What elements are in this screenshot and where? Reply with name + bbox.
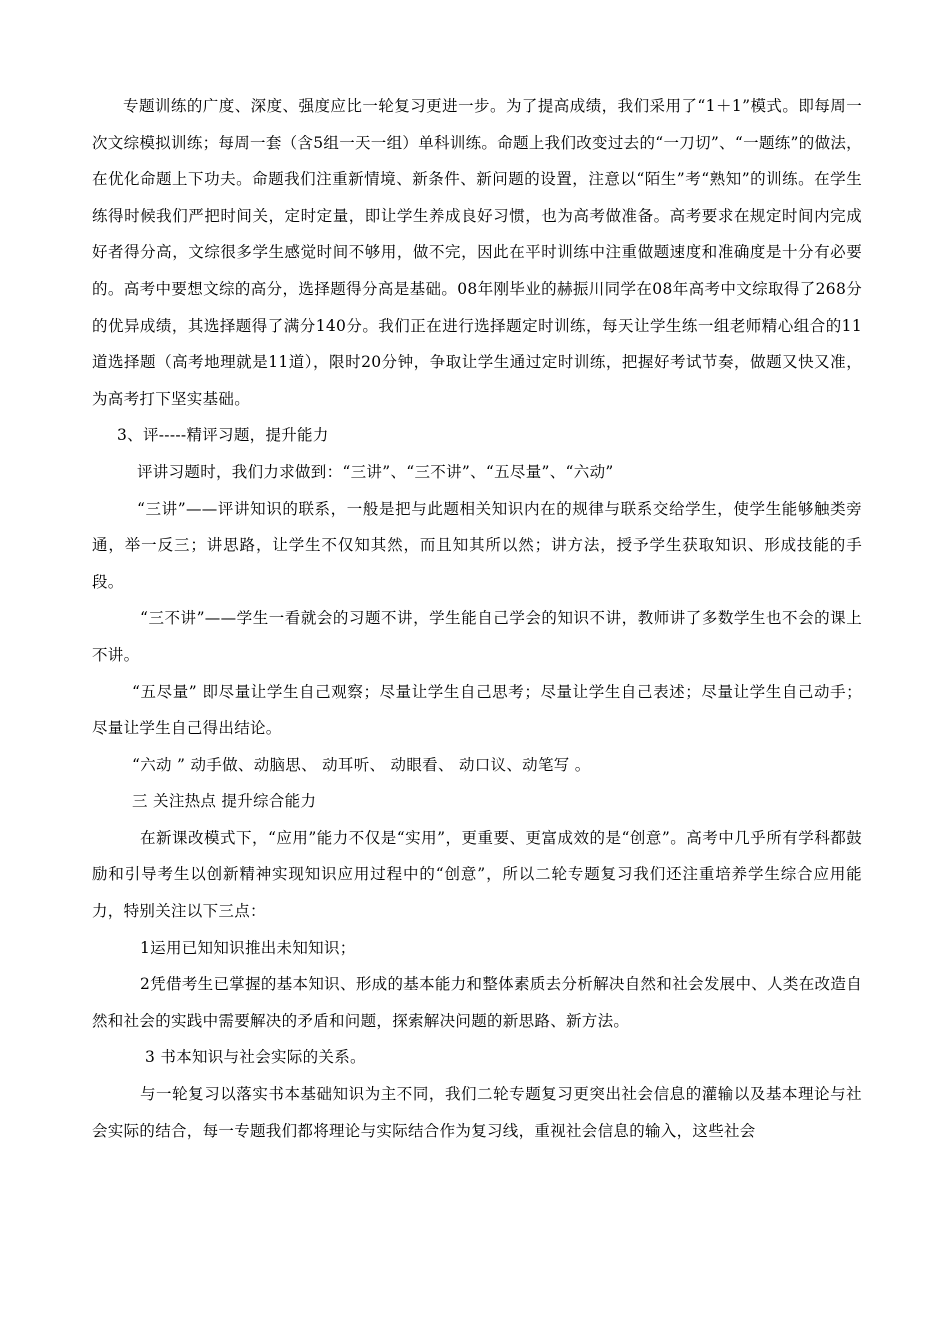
- paragraph-training-model: 专题训练的广度、深度、强度应比一轮复习更进一步。为了提高成绩，我们采用了“1＋1”模式。即每周一次文综模拟训练；每周一套（含5组一天一组）单科训练。命题上我们改变过去的“一刀切”、“一题练”的做法，在优化命题上下功夫。命题我们注重新情境、新条件、新问题的设置，注意以“陌生”考“熟知”的训练。在学生练得时候我们严把时间关，定时定量，即让学生养成良好习惯，也为高考做准备。高考要求在规定时间内完成好者得分高，文综很多学生感觉时间不够用，做不完，因此在平时训练中注重做题速度和准确度是十分有必要的。高考中要想文综的高分，选择题得分高是基础。08年刚毕业的赫振川同学在08年高考中文综取得了268分的优异成绩，其选择题得了满分140分。我们正在进行选择题定时训练，每天让学生练一组老师精心组合的11道选择题（高考地理就是11道），限时20分钟，争取让学生通过定时训练，把握好考试节奏，做题又快又准，为高考打下坚实基础。: [92, 97, 862, 408]
- document-body: [92, 88, 862, 1149]
- paragraph-three-not-explain: “三不讲”——学生一看就会的习题不讲，学生能自己学会的知识不讲，教师讲了多数学生也不会的课上不讲。: [92, 609, 862, 664]
- section-heading-review: 3、评-----精评习题，提升能力: [117, 426, 329, 445]
- paragraph-second-round-review: 与一轮复习以落实书本基础知识为主不同，我们二轮专题复习更突出社会信息的灌输以及基本理论与社会实际的结合，每一专题我们都将理论与实际结合作为复习线，重视社会信息的输入，这些社会: [92, 1085, 862, 1140]
- list-item-point-3: 3 书本知识与社会实际的关系。: [145, 1048, 366, 1067]
- section-heading-hotspots: 三 关注热点 提升综合能力: [132, 792, 317, 811]
- list-item-point-2: 2凭借考生已掌握的基本知识、形成的基本能力和整体素质去分析解决自然和社会发展中、人类在改造自然和社会的实践中需要解决的矛盾和问题，探索解决问题的新思路、新方法。: [92, 975, 862, 1030]
- list-item-point-1: 1运用已知知识推出未知知识；: [140, 938, 356, 957]
- paragraph-three-explain: “三讲”——评讲知识的联系，一般是把与此题相关知识内在的规律与联系交给学生，使学生能够触类旁通，举一反三；讲思路，让学生不仅知其然，而且知其所以然；讲方法，授予学生获取知识、形成技能的手段。: [92, 499, 862, 591]
- paragraph-review-goals: 评讲习题时，我们力求做到：“三讲”、“三不讲”、“五尽量”、“六动”: [137, 462, 614, 481]
- paragraph-new-curriculum: 在新课改模式下，“应用”能力不仅是“实用”，更重要、更富成效的是“创意”。高考中几乎所有学科都鼓励和引导考生以创新精神实现知识应用过程中的“创意”，所以二轮专题复习我们还注重培养学生综合应用能力，特别关注以下三点：: [92, 828, 862, 921]
- paragraph-five-maximize: “五尽量” 即尽量让学生自己观察；尽量让学生自己思考；尽量让学生自己表述；尽量让学生自己动手；尽量让学生自己得出结论。: [92, 682, 862, 738]
- paragraph-six-actions: “六动 ” 动手做、动脑思、 动耳听、 动眼看、 动口议、动笔写 。: [132, 755, 591, 774]
